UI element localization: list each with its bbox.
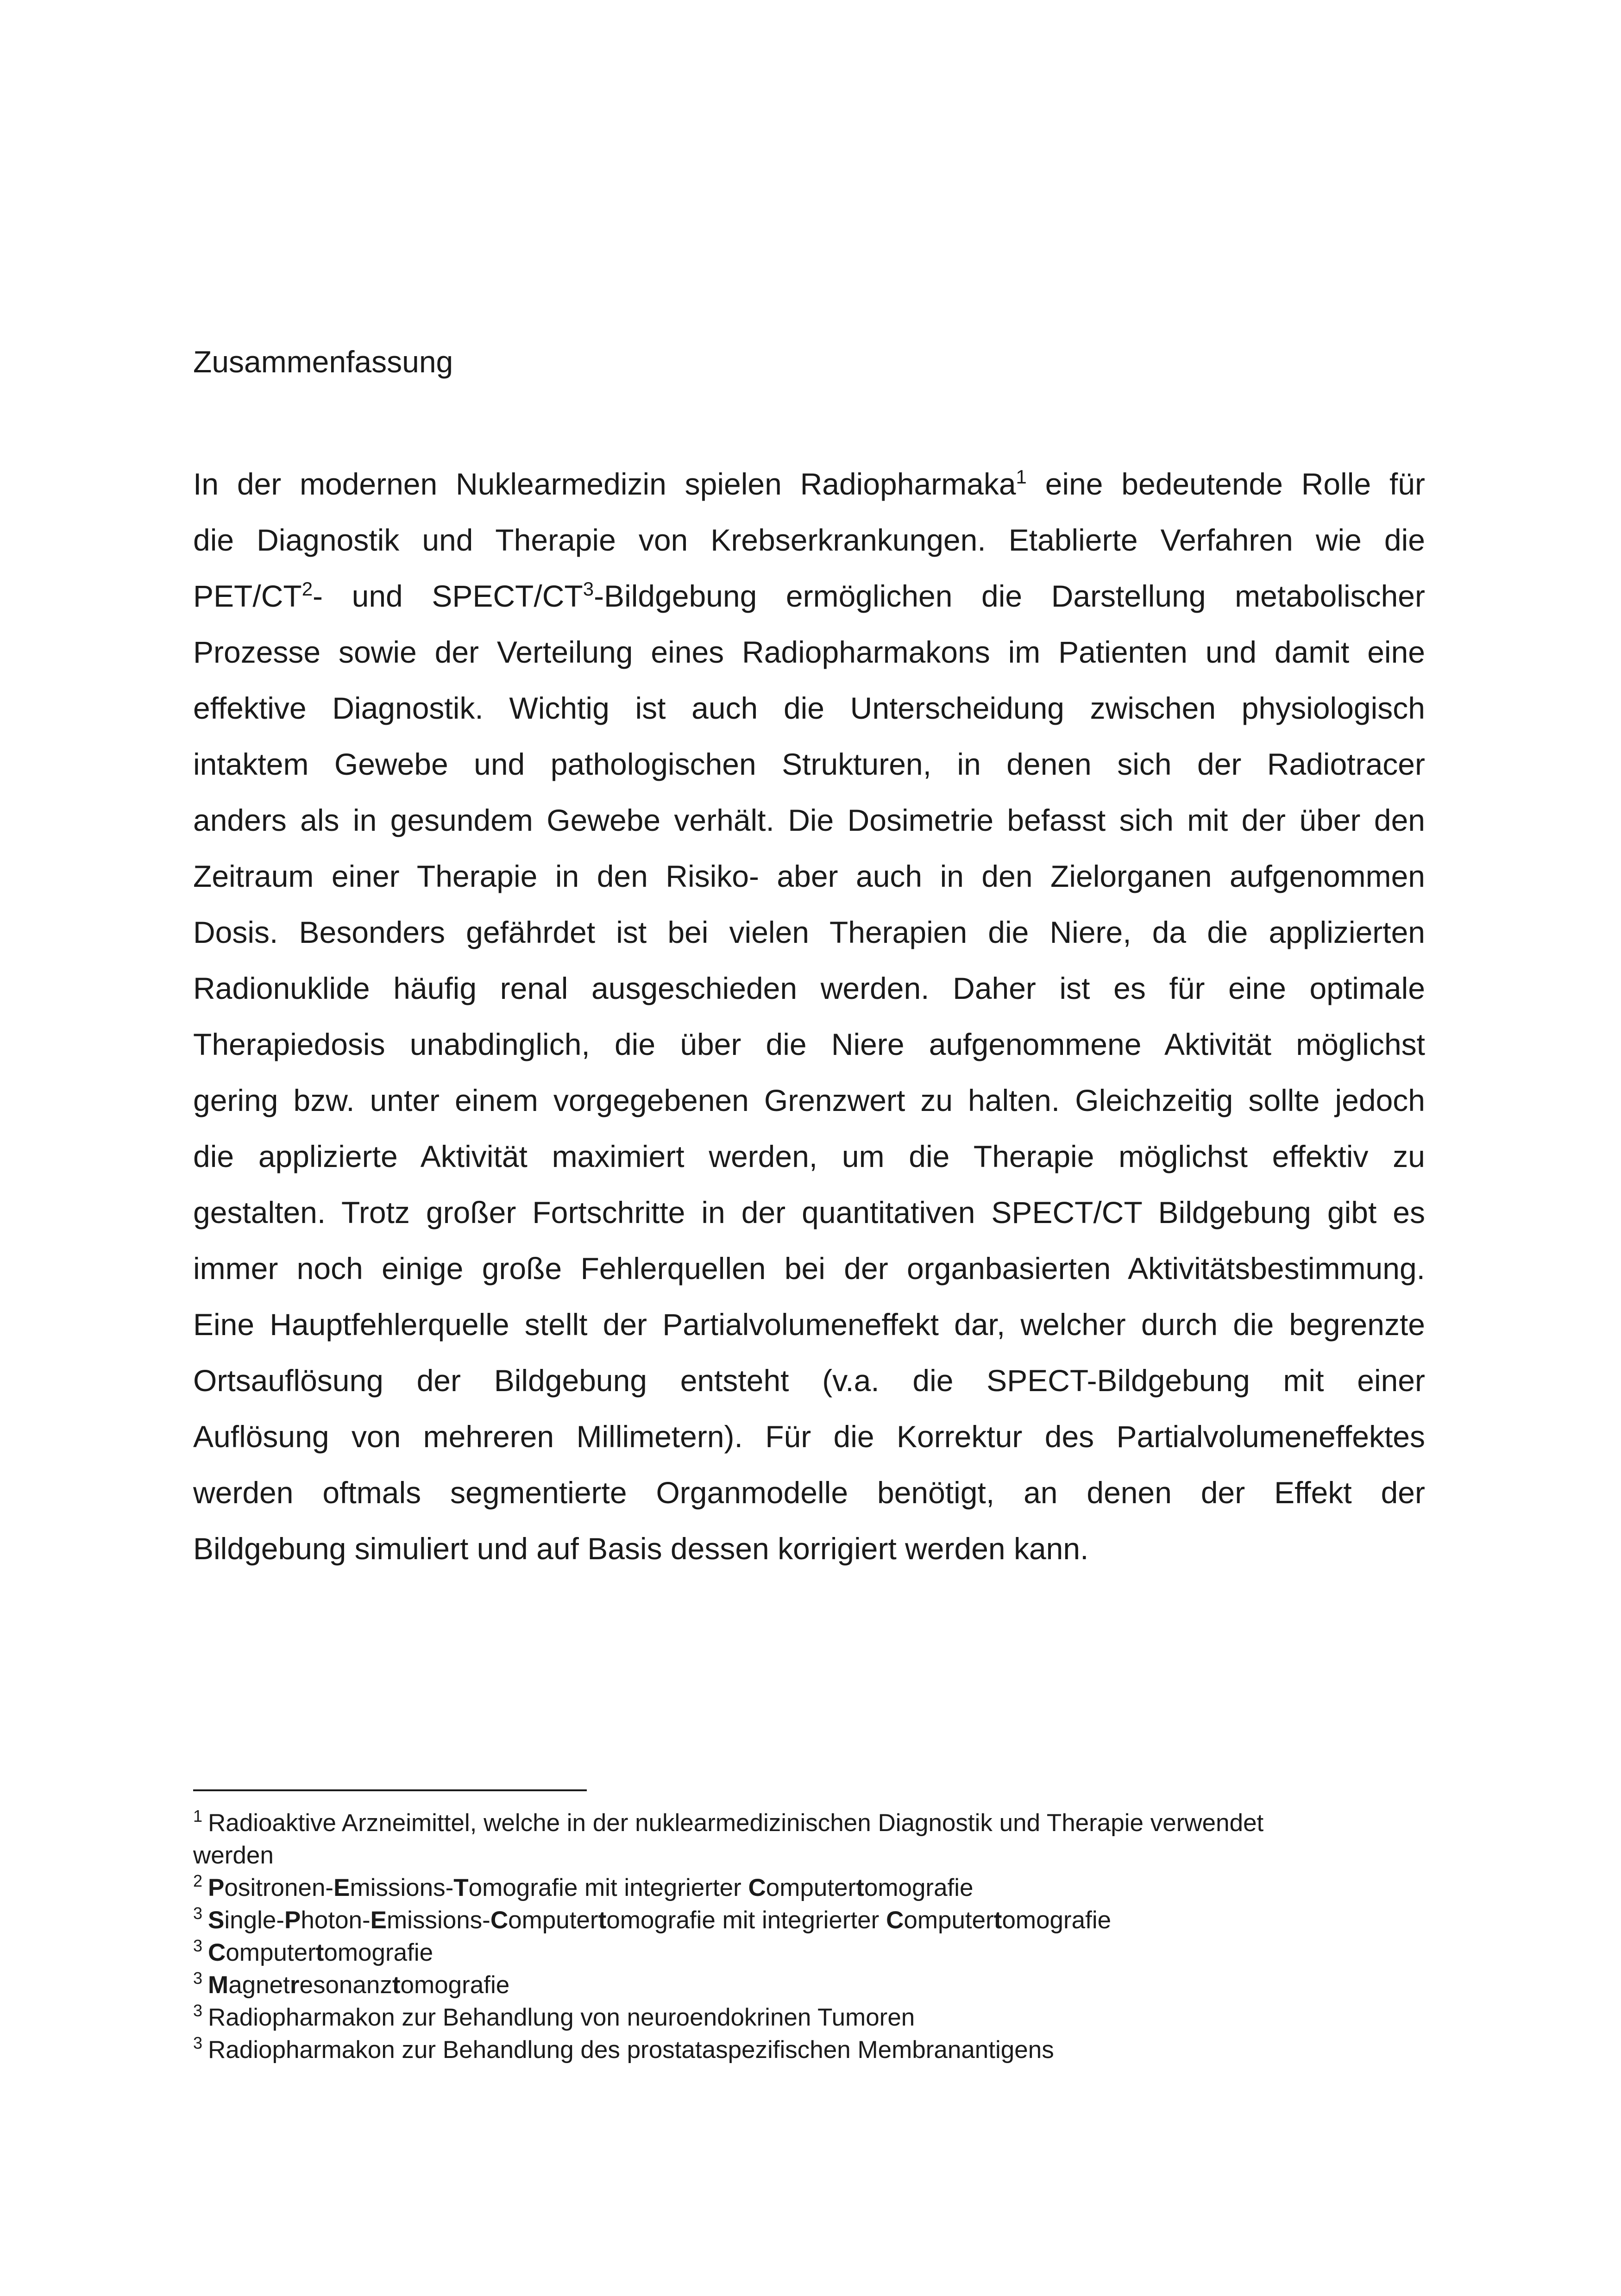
page-title: Zusammenfassung — [193, 345, 453, 379]
footnote-continuation: werden — [193, 1842, 274, 1869]
footnote-number: 3 — [193, 1904, 203, 1923]
footnote-text: esonanz — [299, 1971, 392, 1999]
footnote-text: missions- — [350, 1874, 454, 1901]
footnote-number: 3 — [193, 1936, 203, 1955]
paragraph-line: immer noch einige große Fehlerquellen bei der organbasierten Aktivitätsbestimmung. — [193, 1251, 1425, 1286]
acronym-letter: C — [886, 1907, 904, 1934]
acronym-letter: t — [993, 1907, 1002, 1934]
footnote-text: missions- — [387, 1907, 490, 1934]
footnote-number: 2 — [193, 1871, 203, 1890]
acronym-letter: E — [370, 1907, 387, 1934]
footnote-text: hoton- — [301, 1907, 371, 1934]
footnote-text: omografie — [1002, 1907, 1112, 1934]
footnote-number: 3 — [193, 2033, 203, 2052]
acronym-letter: t — [392, 1971, 401, 1999]
paragraph-line: Zeitraum einer Therapie in den Risiko- aber auch in den Zielorganen aufgenommen — [193, 859, 1425, 893]
acronym-letter: r — [289, 1971, 300, 1999]
footnote — [193, 1807, 1425, 1839]
acronym-letter: t — [598, 1907, 607, 1934]
footnote-reference[interactable]: 1 — [1016, 466, 1027, 488]
footnote-number: 3 — [193, 2001, 203, 2020]
paragraph-line: Ortsauflösung der Bildgebung entsteht (v.a. die SPECT-Bildgebung mit einer — [193, 1363, 1425, 1398]
acronym-letter: t — [856, 1874, 864, 1901]
acronym-letter: P — [208, 1874, 225, 1901]
footnotes — [193, 1807, 1425, 2066]
paragraph-line: werden oftmals segmentierte Organmodelle benötigt, an denen der Effekt der — [193, 1475, 1425, 1510]
acronym-letter: E — [333, 1874, 350, 1901]
paragraph-line: anders als in gesundem Gewebe verhält. Die Dosimetrie befasst sich mit der über den — [193, 803, 1425, 837]
acronym-letter: M — [208, 1971, 229, 1999]
paragraph-line: Eine Hauptfehlerquelle stellt der Partialvolumeneffekt dar, welcher durch die begrenzte — [193, 1307, 1425, 1342]
text-segment: PET/CT — [193, 579, 302, 613]
paragraph-line: die applizierte Aktivität maximiert werden, um die Therapie möglichst effektiv zu — [193, 1139, 1425, 1173]
footnote-number: 1 — [193, 1807, 203, 1826]
footnote — [193, 1904, 1425, 1937]
footnote-reference[interactable]: 3 — [583, 578, 594, 600]
footnote-text: Radiopharmakon zur Behandlung von neuroendokrinen Tumoren — [208, 2004, 915, 2031]
footnote-text: omputer — [508, 1907, 598, 1934]
footnote-text: omputer — [226, 1939, 316, 1966]
footnote — [193, 2001, 1425, 2034]
footnote-text: agnet — [228, 1971, 290, 1999]
text-segment: -Bildgebung ermöglichen die Darstellung metabolischer — [594, 579, 1425, 613]
footnote-text: omputer — [904, 1907, 994, 1934]
acronym-letter: T — [453, 1874, 469, 1901]
footnote-text: ositronen- — [224, 1874, 334, 1901]
paragraph-line: effektive Diagnostik. Wichtig ist auch die Unterscheidung zwischen physiologisch — [193, 691, 1425, 725]
acronym-letter: C — [748, 1874, 766, 1901]
paragraph-line: gering bzw. unter einem vorgegebenen Grenzwert zu halten. Gleichzeitig sollte jedoch — [193, 1083, 1425, 1117]
paragraph-line: gestalten. Trotz großer Fortschritte in der quantitativen SPECT/CT Bildgebung gibt es — [193, 1195, 1425, 1230]
footnote-text: Radiopharmakon zur Behandlung des prostataspezifischen Membranantigens — [208, 2036, 1054, 2064]
paragraph-line: intaktem Gewebe und pathologischen Strukturen, in denen sich der Radiotracer — [193, 747, 1425, 781]
paragraph-line — [193, 568, 1425, 624]
text-segment: - und SPECT/CT — [313, 579, 583, 613]
paragraph-line: Prozesse sowie der Verteilung eines Radiopharmakons im Patienten und damit eine — [193, 635, 1425, 669]
footnote — [193, 1937, 1425, 1969]
acronym-letter: t — [315, 1939, 324, 1966]
footnote-text: omografie mit integrierter — [606, 1907, 886, 1934]
paragraph-line: Bildgebung simuliert und auf Basis dessen korrigiert werden kann. — [193, 1531, 1089, 1566]
abstract-paragraph — [193, 456, 1425, 1577]
acronym-letter: C — [490, 1907, 509, 1934]
footnote-text: omografie — [324, 1939, 434, 1966]
acronym-letter: C — [208, 1939, 226, 1966]
footnote-separator — [193, 1789, 587, 1791]
paragraph-line: Auflösung von mehreren Millimetern). Für die Korrektur des Partialvolumeneffektes — [193, 1419, 1425, 1454]
footnote — [193, 1872, 1425, 1904]
acronym-letter: S — [208, 1907, 225, 1934]
text-segment: In der modernen Nuklearmedizin spielen Radiopharmaka — [193, 467, 1016, 501]
footnote-text: ingle- — [224, 1907, 285, 1934]
footnote-text: Radioaktive Arzneimittel, welche in der nuklearmedizinischen Diagnostik und Therapie verwendet — [208, 1809, 1264, 1837]
acronym-letter: P — [284, 1907, 301, 1934]
footnote-text: omografie — [864, 1874, 974, 1901]
footnote-text: omografie mit integrierter — [468, 1874, 748, 1901]
paragraph-line — [193, 456, 1425, 512]
footnote-reference[interactable]: 2 — [302, 578, 313, 600]
paragraph-line: Dosis. Besonders gefährdet ist bei vielen Therapien die Niere, da die applizierten — [193, 915, 1425, 949]
text-segment: eine bedeutende Rolle für — [1026, 467, 1425, 501]
paragraph-line: die Diagnostik und Therapie von Krebserkrankungen. Etablierte Verfahren wie die — [193, 523, 1425, 557]
paragraph-line: Radionuklide häufig renal ausgeschieden werden. Daher ist es für eine optimale — [193, 971, 1425, 1005]
paragraph-line: Therapiedosis unabdinglich, die über die Niere aufgenommene Aktivität möglichst — [193, 1027, 1425, 1061]
footnote-number: 3 — [193, 1969, 203, 1988]
footnote-text: omografie — [400, 1971, 510, 1999]
footnote — [193, 2034, 1425, 2066]
footnote — [193, 1969, 1425, 2001]
footnote-text: omputer — [766, 1874, 856, 1901]
